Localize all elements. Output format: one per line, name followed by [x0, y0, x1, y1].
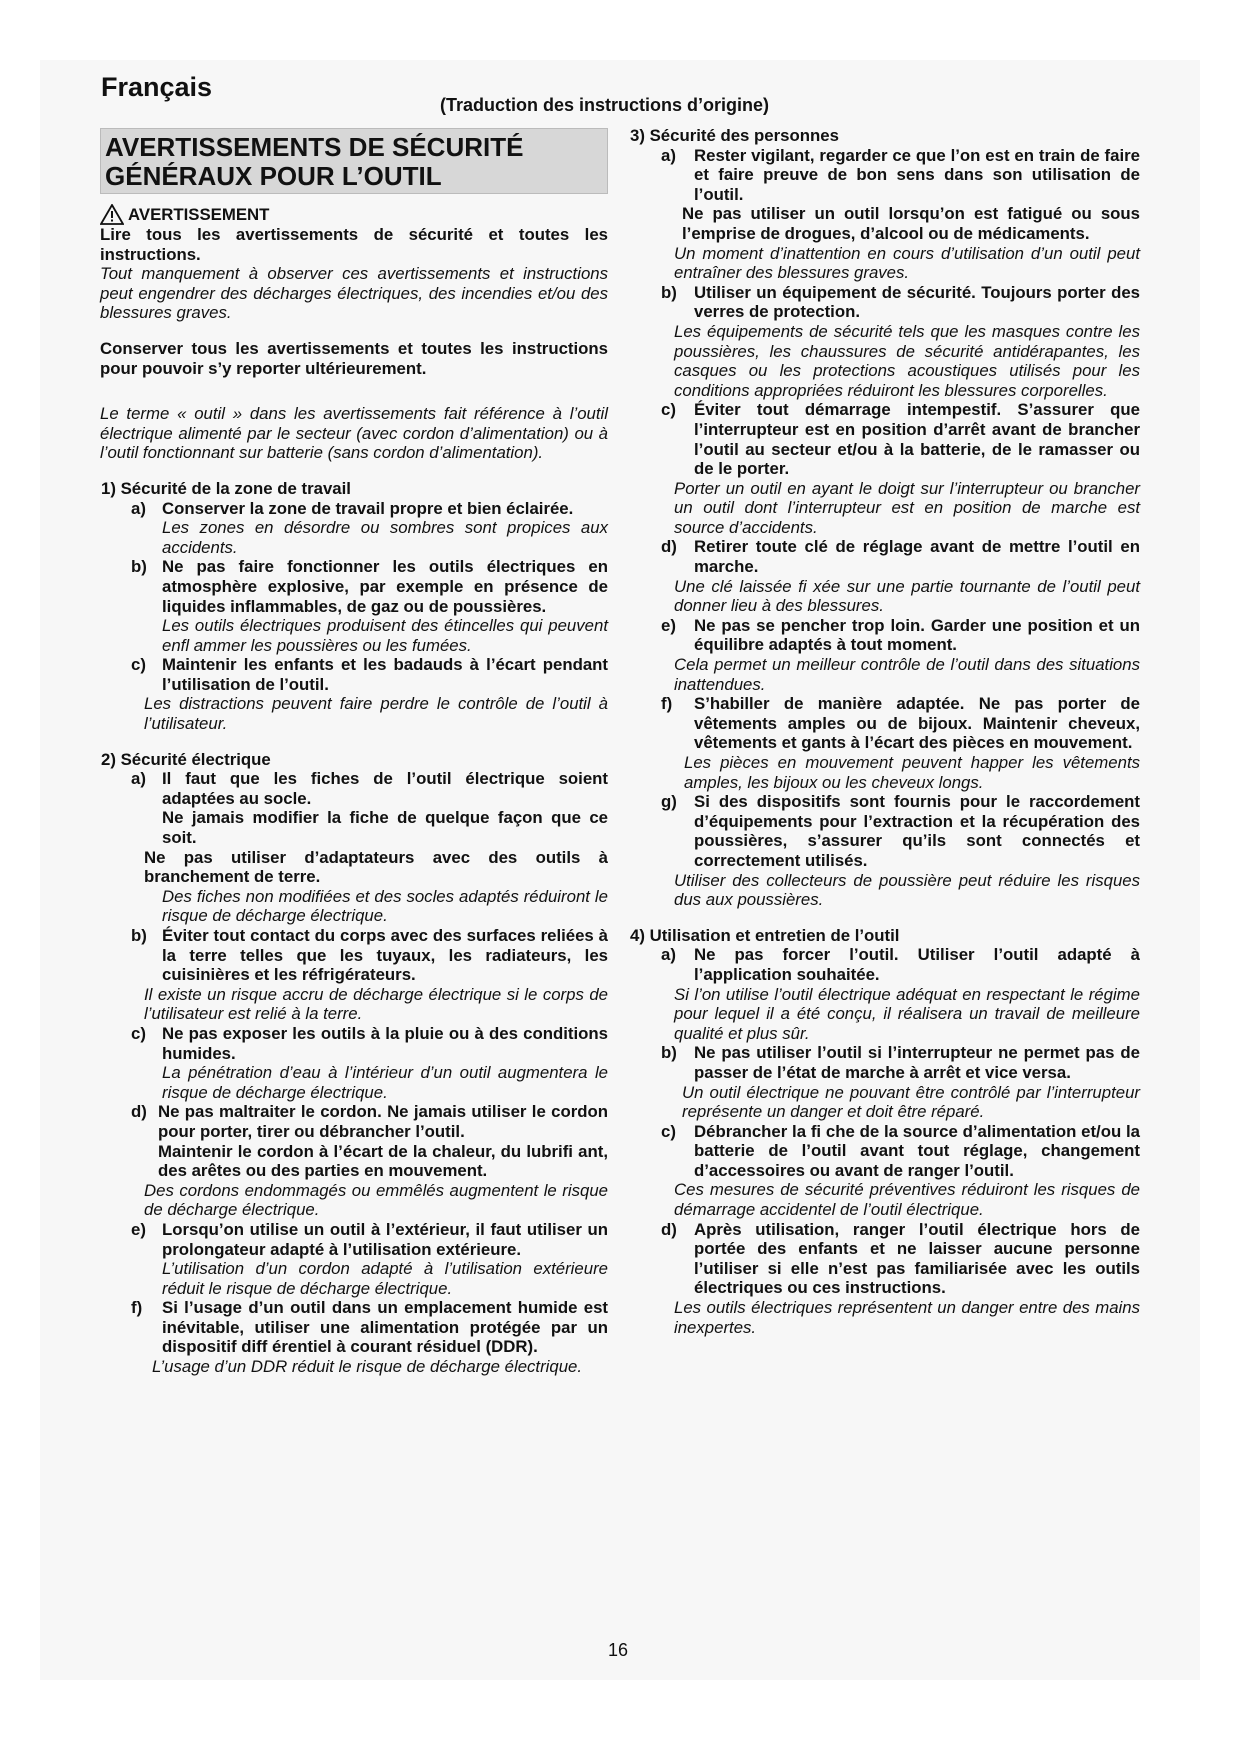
item-subtext: Ne jamais modifier la fiche de quelque façon que ce soit.: [162, 808, 608, 848]
list-item: g) Si des dispositifs sont fournis pour le raccordement d’équipements pour l’extraction et la récupération des poussières, s’assurer qu’ils sont connectés et correctement utilisés.: [661, 792, 1140, 870]
section-heading: 4) Utilisation et entretien de l’outil: [630, 925, 900, 945]
item-note: Utiliser des collecteurs de poussière peut réduire les risques dus aux poussières.: [674, 870, 1140, 910]
list-item: b) Utiliser un équipement de sécurité. Toujours porter des verres de protection.: [661, 282, 1140, 322]
read-all-text: Lire tous les avertissements de sécurité et toutes les instructions.: [100, 225, 608, 264]
list-item: b) Ne pas utiliser l’outil si l’interrupteur ne permet pas de passer de l’état de marche à arrêt et vice versa.: [661, 1043, 1140, 1082]
item-note: L’utilisation d’un cordon adapté à l’utilisation extérieure réduit le risque de décharge électrique.: [162, 1259, 608, 1298]
item-note: Des fiches non modifiées et des socles adaptés réduiront le risque de décharge électrique.: [162, 886, 608, 926]
warning-heading: AVERTISSEMENT: [100, 204, 608, 225]
left-column: [100, 128, 608, 1377]
list-item: d) Après utilisation, ranger l’outil électrique hors de portée des enfants et ne laisser aucune personne l’utiliser si elle n’est pas familiarisée avec les outils électriques ou ces instructions.: [661, 1219, 1140, 1298]
item-subtext: Ne pas utiliser un outil lorsqu’on est fatigué ou sous l’emprise de drogues, d’alcool ou de médicaments.: [682, 204, 1140, 243]
list-item: b) Ne pas faire fonctionner les outils électriques en atmosphère explosive, par exemple en présence de liquides inflammables, de gaz ou de poussières.: [131, 557, 608, 616]
list-item: c) Ne pas exposer les outils à la pluie ou à des conditions humides.: [131, 1023, 608, 1063]
list-item: a) Ne pas forcer l’outil. Utiliser l’outil adapté à l’application souhaitée.: [661, 945, 1140, 984]
item-note: Il existe un risque accru de décharge électrique si le corps de l’utilisateur est relié à la terre.: [144, 984, 608, 1024]
item-note: Les outils électriques représentent un danger entre des mains inexpertes.: [674, 1298, 1140, 1337]
list-item: e) Lorsqu’on utilise un outil à l’extérieur, il faut utiliser un prolongateur adapté à l’utilisation extérieure.: [131, 1219, 608, 1259]
list-item: b) Éviter tout contact du corps avec des surfaces reliées à la terre telles que les tuyaux, les radiateurs, les cuisinières et les réfrigérateurs.: [131, 926, 608, 985]
list-item: d) Retirer toute clé de réglage avant de mettre l’outil en marche.: [661, 537, 1140, 577]
item-note: Ces mesures de sécurité préventives réduiront les risques de démarrage accidentel de l’outil électrique.: [674, 1180, 1140, 1220]
item-note: Un outil électrique ne pouvant être contrôlé par l’interrupteur représente un danger et doit être réparé.: [682, 1082, 1140, 1122]
page-number: 16: [608, 1640, 629, 1660]
warning-triangle-icon: [100, 204, 124, 225]
read-all-note: Tout manquement à observer ces avertissements et instructions peut engendrer des décharges électriques, des incendies et/ou des blessures graves.: [100, 264, 608, 323]
item-note: Si l’on utilise l’outil électrique adéquat en respectant le régime pour lequel il a été conçu, il réalisera un travail de meilleure qualité et plus sûr.: [674, 984, 1140, 1043]
list-item: a) Il faut que les fiches de l’outil électrique soient adaptées au socle.: [131, 769, 608, 808]
list-item: a) Conserver la zone de travail propre et bien éclairée.: [131, 498, 574, 518]
right-column: [630, 126, 1140, 1337]
keep-instructions-text: Conserver tous les avertissements et toutes les instructions pour pouvoir s’y reporter ultérieurement.: [100, 338, 608, 378]
section-heading: 2) Sécurité électrique: [101, 749, 271, 769]
item-note: Les équipements de sécurité tels que les masques contre les poussières, les chaussures de sécurité antidérapantes, les casques ou les protections acoustiques utilisés pour les conditions appropriées réduiront les blessures corporelles.: [674, 321, 1140, 400]
page-title: AVERTISSEMENTS DE SÉCURITÉ GÉNÉRAUX POUR L’OUTIL: [100, 128, 608, 194]
language-heading: Français: [101, 72, 213, 102]
list-item: a) Rester vigilant, regarder ce que l’on est en train de faire et faire preuve de bon sens dans son utilisation de l’outil.: [661, 145, 1140, 204]
item-note: Cela permet un meilleur contrôle de l’outil dans des situations inattendues.: [674, 655, 1140, 694]
translation-subtitle: (Traduction des instructions d’origine): [440, 95, 770, 115]
section-heading: 3) Sécurité des personnes: [630, 126, 839, 145]
item-subtext: Ne pas utiliser d’adaptateurs avec des outils à branchement de terre.: [144, 847, 608, 887]
section-heading: 1) Sécurité de la zone de travail: [101, 478, 351, 498]
list-item: f) Si l’usage d’un outil dans un emplacement humide est inévitable, utiliser une alimentation protégée par un dispositif diff érentiel à courant résiduel (DDR).: [131, 1298, 608, 1357]
item-note: Les outils électriques produisent des étincelles qui peuvent enfl ammer les poussières ou les fumées.: [162, 616, 608, 655]
list-item: e) Ne pas se pencher trop loin. Garder une position et un équilibre adaptés à tout moment.: [661, 615, 1140, 655]
item-note: Des cordons endommagés ou emmêlés augmentent le risque de décharge électrique.: [144, 1180, 608, 1220]
item-note: Les pièces en mouvement peuvent happer les vêtements amples, les bijoux ou les cheveux longs.: [684, 753, 1140, 792]
list-item: c) Débrancher la fi che de la source d’alimentation et/ou la batterie de l’outil avant tout réglage, changement d’accessoires ou avant de ranger l’outil.: [661, 1121, 1140, 1180]
list-item: c) Maintenir les enfants et les badauds à l’écart pendant l’utilisation de l’outil.: [131, 655, 608, 694]
list-item: f) S’habiller de manière adaptée. Ne pas porter de vêtements amples ou de bijoux. Maintenir cheveux, vêtements et gants à l’écart des pièces en mouvement.: [661, 694, 1140, 753]
item-note: Une clé laissée fi xée sur une partie tournante de l’outil peut donner lieu à des blessures.: [674, 576, 1140, 616]
item-note: Porter un outil en ayant le doigt sur l’interrupteur ou brancher un outil dont l’interrupteur est en position de marche est source d’accidents.: [674, 478, 1140, 537]
item-note: Les zones en désordre ou sombres sont propices aux accidents.: [162, 518, 608, 557]
item-note: Les distractions peuvent faire perdre le contrôle de l’outil à l’utilisateur.: [144, 694, 608, 734]
item-note: L’usage d’un DDR réduit le risque de décharge électrique.: [152, 1357, 583, 1377]
list-item: d) Ne pas maltraiter le cordon. Ne jamais utiliser le cordon pour porter, tirer ou débrancher l’outil.: [131, 1102, 608, 1141]
list-item: c) Éviter tout démarrage intempestif. S’assurer que l’interrupteur est en position d’arrêt avant de brancher l’outil au secteur et/ou à la batterie, de le ramasser ou de le porter.: [661, 400, 1140, 479]
item-note: Un moment d’inattention en cours d’utilisation d’un outil peut entraîner des blessures graves.: [674, 243, 1140, 283]
term-definition: Le terme « outil » dans les avertissements fait référence à l’outil électrique alimenté par le secteur (avec cordon d’alimentation) ou à l’outil fonctionnant sur batterie (sans cordon d’alimentation).: [100, 404, 608, 463]
item-note: La pénétration d’eau à l’intérieur d’un outil augmentera le risque de décharge électrique.: [162, 1063, 608, 1102]
item-subtext: Maintenir le cordon à l’écart de la chaleur, du lubrifi ant, des arêtes ou des parties en mouvement.: [158, 1141, 608, 1181]
